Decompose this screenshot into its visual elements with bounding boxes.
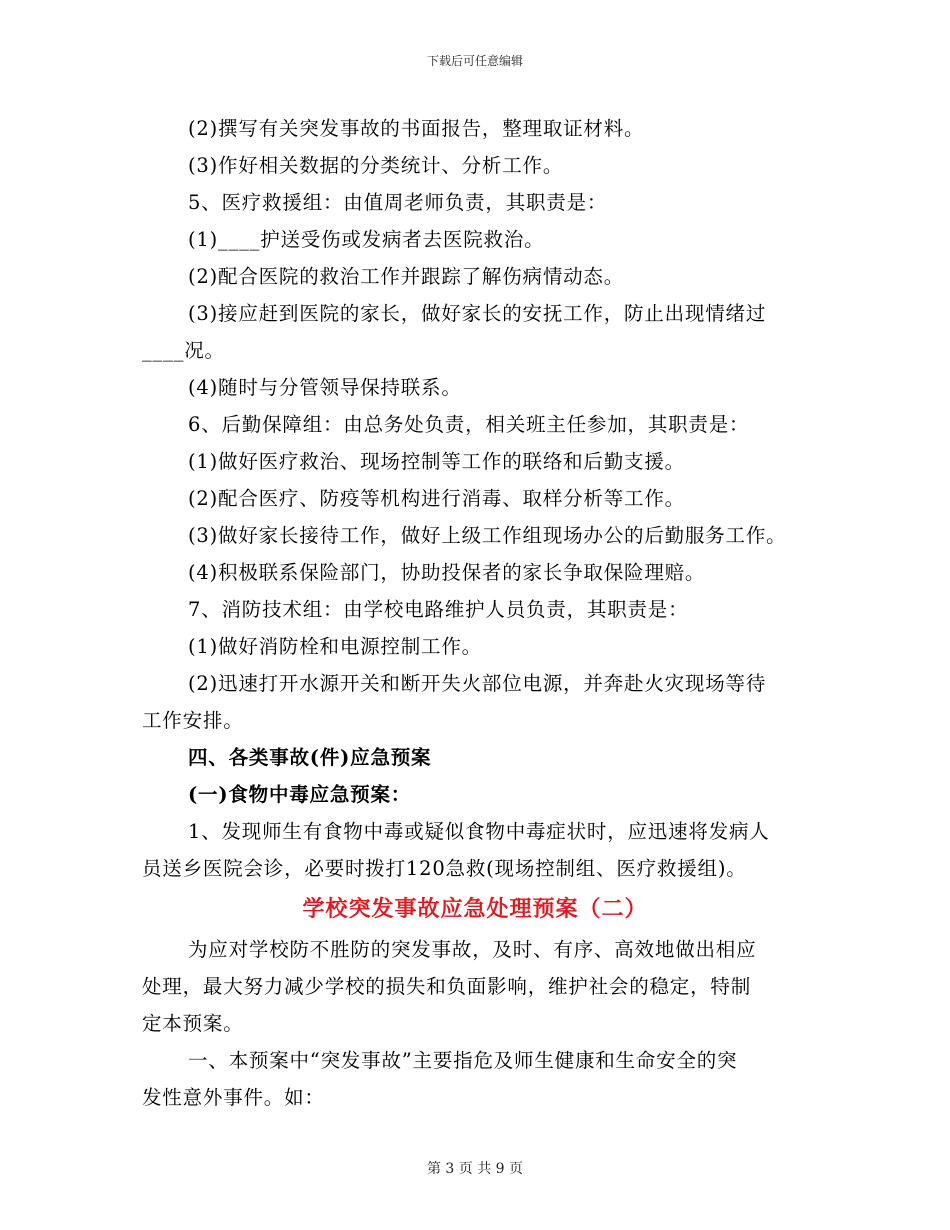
text-line: 发性意外事件。如： bbox=[142, 1086, 325, 1109]
text-line: 7、消防技术组：由学校电路维护人员负责，其职责是： bbox=[188, 598, 689, 621]
text-line: (2)迅速打开水源开关和断开失火部位电源，并奔赴火灾现场等待 bbox=[188, 672, 767, 695]
text-line: ____况。 bbox=[142, 339, 225, 362]
header-note: 下载后可任意编辑 bbox=[426, 54, 523, 68]
text-line: (4)随时与分管领导保持联系。 bbox=[188, 376, 462, 399]
text-line: 一、本预案中“突发事故”主要指危及师生健康和生命安全的突 bbox=[188, 1049, 738, 1072]
text-line: 工作安排。 bbox=[142, 709, 244, 732]
text-line: (2)配合医院的救治工作并跟踪了解伤病情动态。 bbox=[188, 265, 625, 288]
text-line: (3)做好家长接待工作，做好上级工作组现场办公的后勤服务工作。 bbox=[188, 524, 787, 547]
text-line: 员送乡医院会诊，必要时拨打120急救(现场控制组、医疗救援组)。 bbox=[142, 857, 747, 880]
text-line: 定本预案。 bbox=[142, 1012, 244, 1035]
document-title: 学校突发事故应急处理预案（二） bbox=[302, 896, 648, 922]
text-line: (1)做好医疗救治、现场控制等工作的联络和后勤支援。 bbox=[188, 450, 685, 473]
document-body bbox=[142, 110, 842, 1116]
text-line: (2)配合医疗、防疫等机构进行消毒、取样分析等工作。 bbox=[188, 487, 685, 510]
section-heading: 四、各类事故(件)应急预案 bbox=[188, 746, 432, 769]
text-line: (2)撰写有关突发事故的书面报告，整理取证材料。 bbox=[188, 117, 645, 140]
subsection-heading: (一)食物中毒应急预案： bbox=[188, 783, 412, 806]
page-number: 第 3 页 共 9 页 bbox=[426, 1161, 524, 1177]
text-line: (1)____护送受伤或发病者去医院救治。 bbox=[188, 228, 545, 251]
text-line: 为应对学校防不胜防的突发事故，及时、有序、高效地做出相应 bbox=[188, 938, 757, 961]
text-line: (1)做好消防栓和电源控制工作。 bbox=[188, 635, 482, 658]
text-line: 1、发现师生有食物中毒或疑似食物中毒症状时，应迅速将发病人 bbox=[188, 820, 770, 843]
text-line: 6、后勤保障组：由总务处负责，相关班主任参加，其职责是： bbox=[188, 413, 750, 436]
text-line: (3)作好相关数据的分类统计、分析工作。 bbox=[188, 154, 564, 177]
text-line: (4)积极联系保险部门，协助投保者的家长争取保险理赔。 bbox=[188, 561, 706, 584]
text-line: (3)接应赶到医院的家长，做好家长的安抚工作，防止出现情绪过 bbox=[188, 302, 767, 325]
text-line: 处理，最大努力减少学校的损失和负面影响，维护社会的稳定，特制 bbox=[142, 975, 752, 998]
text-line: 5、医疗救援组：由值周老师负责，其职责是： bbox=[188, 191, 608, 214]
